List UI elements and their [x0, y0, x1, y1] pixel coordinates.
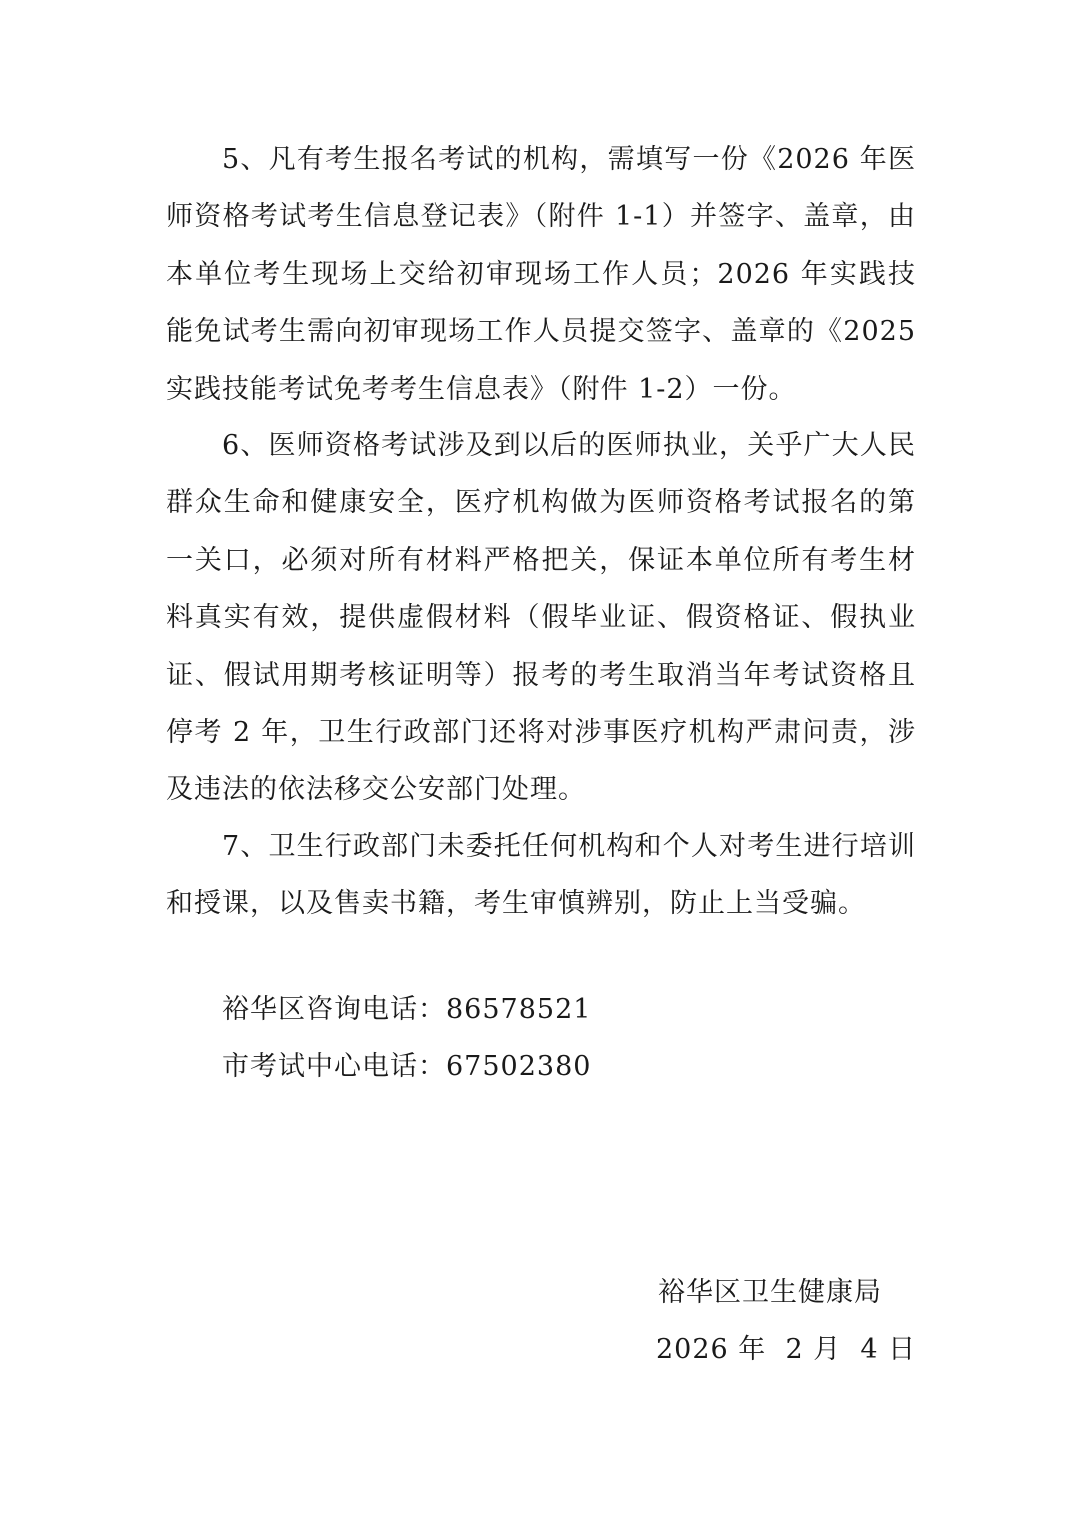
- signature-organization: 裕华区卫生健康局: [658, 1277, 882, 1308]
- paragraph-5: 5、凡有考生报名考试的机构，需填写一份《2026 年医师资格考试考生信息登记表》（附件 1-1）并签字、盖章，由本单位考生现场上交给初审现场工作人员；2026 年实践技能免试考生需向初审现场工作人员提交签字、盖章的《2025 实践技能考试免考考生信息表》（附件 1-2）一份。: [166, 144, 916, 405]
- paragraph-6: 6、医师资格考试涉及到以后的医师执业，关乎广大人民群众生命和健康安全，医疗机构做为医师资格考试报名的第一关口，必须对所有材料严格把关，保证本单位所有考生材料真实有效，提供虚假材料（假毕业证、假资格证、假执业证、假试用期考核证明等）报考的考生取消当年考试资格且停考 2 年，卫生行政部门还将对涉事医疗机构严肃问责，涉及违法的依法移交公安部门处理。: [166, 430, 916, 806]
- contact-yuhua-phone: 裕华区咨询电话：86578521: [222, 994, 592, 1025]
- paragraph-7: 7、卫生行政部门未委托任何机构和个人对考生进行培训和授课，以及售卖书籍，考生审慎辨别，防止上当受骗。: [166, 831, 916, 920]
- signature-date: 2026 年 2 月 4 日: [656, 1334, 917, 1365]
- contact-exam-center-phone: 市考试中心电话：67502380: [222, 1051, 592, 1082]
